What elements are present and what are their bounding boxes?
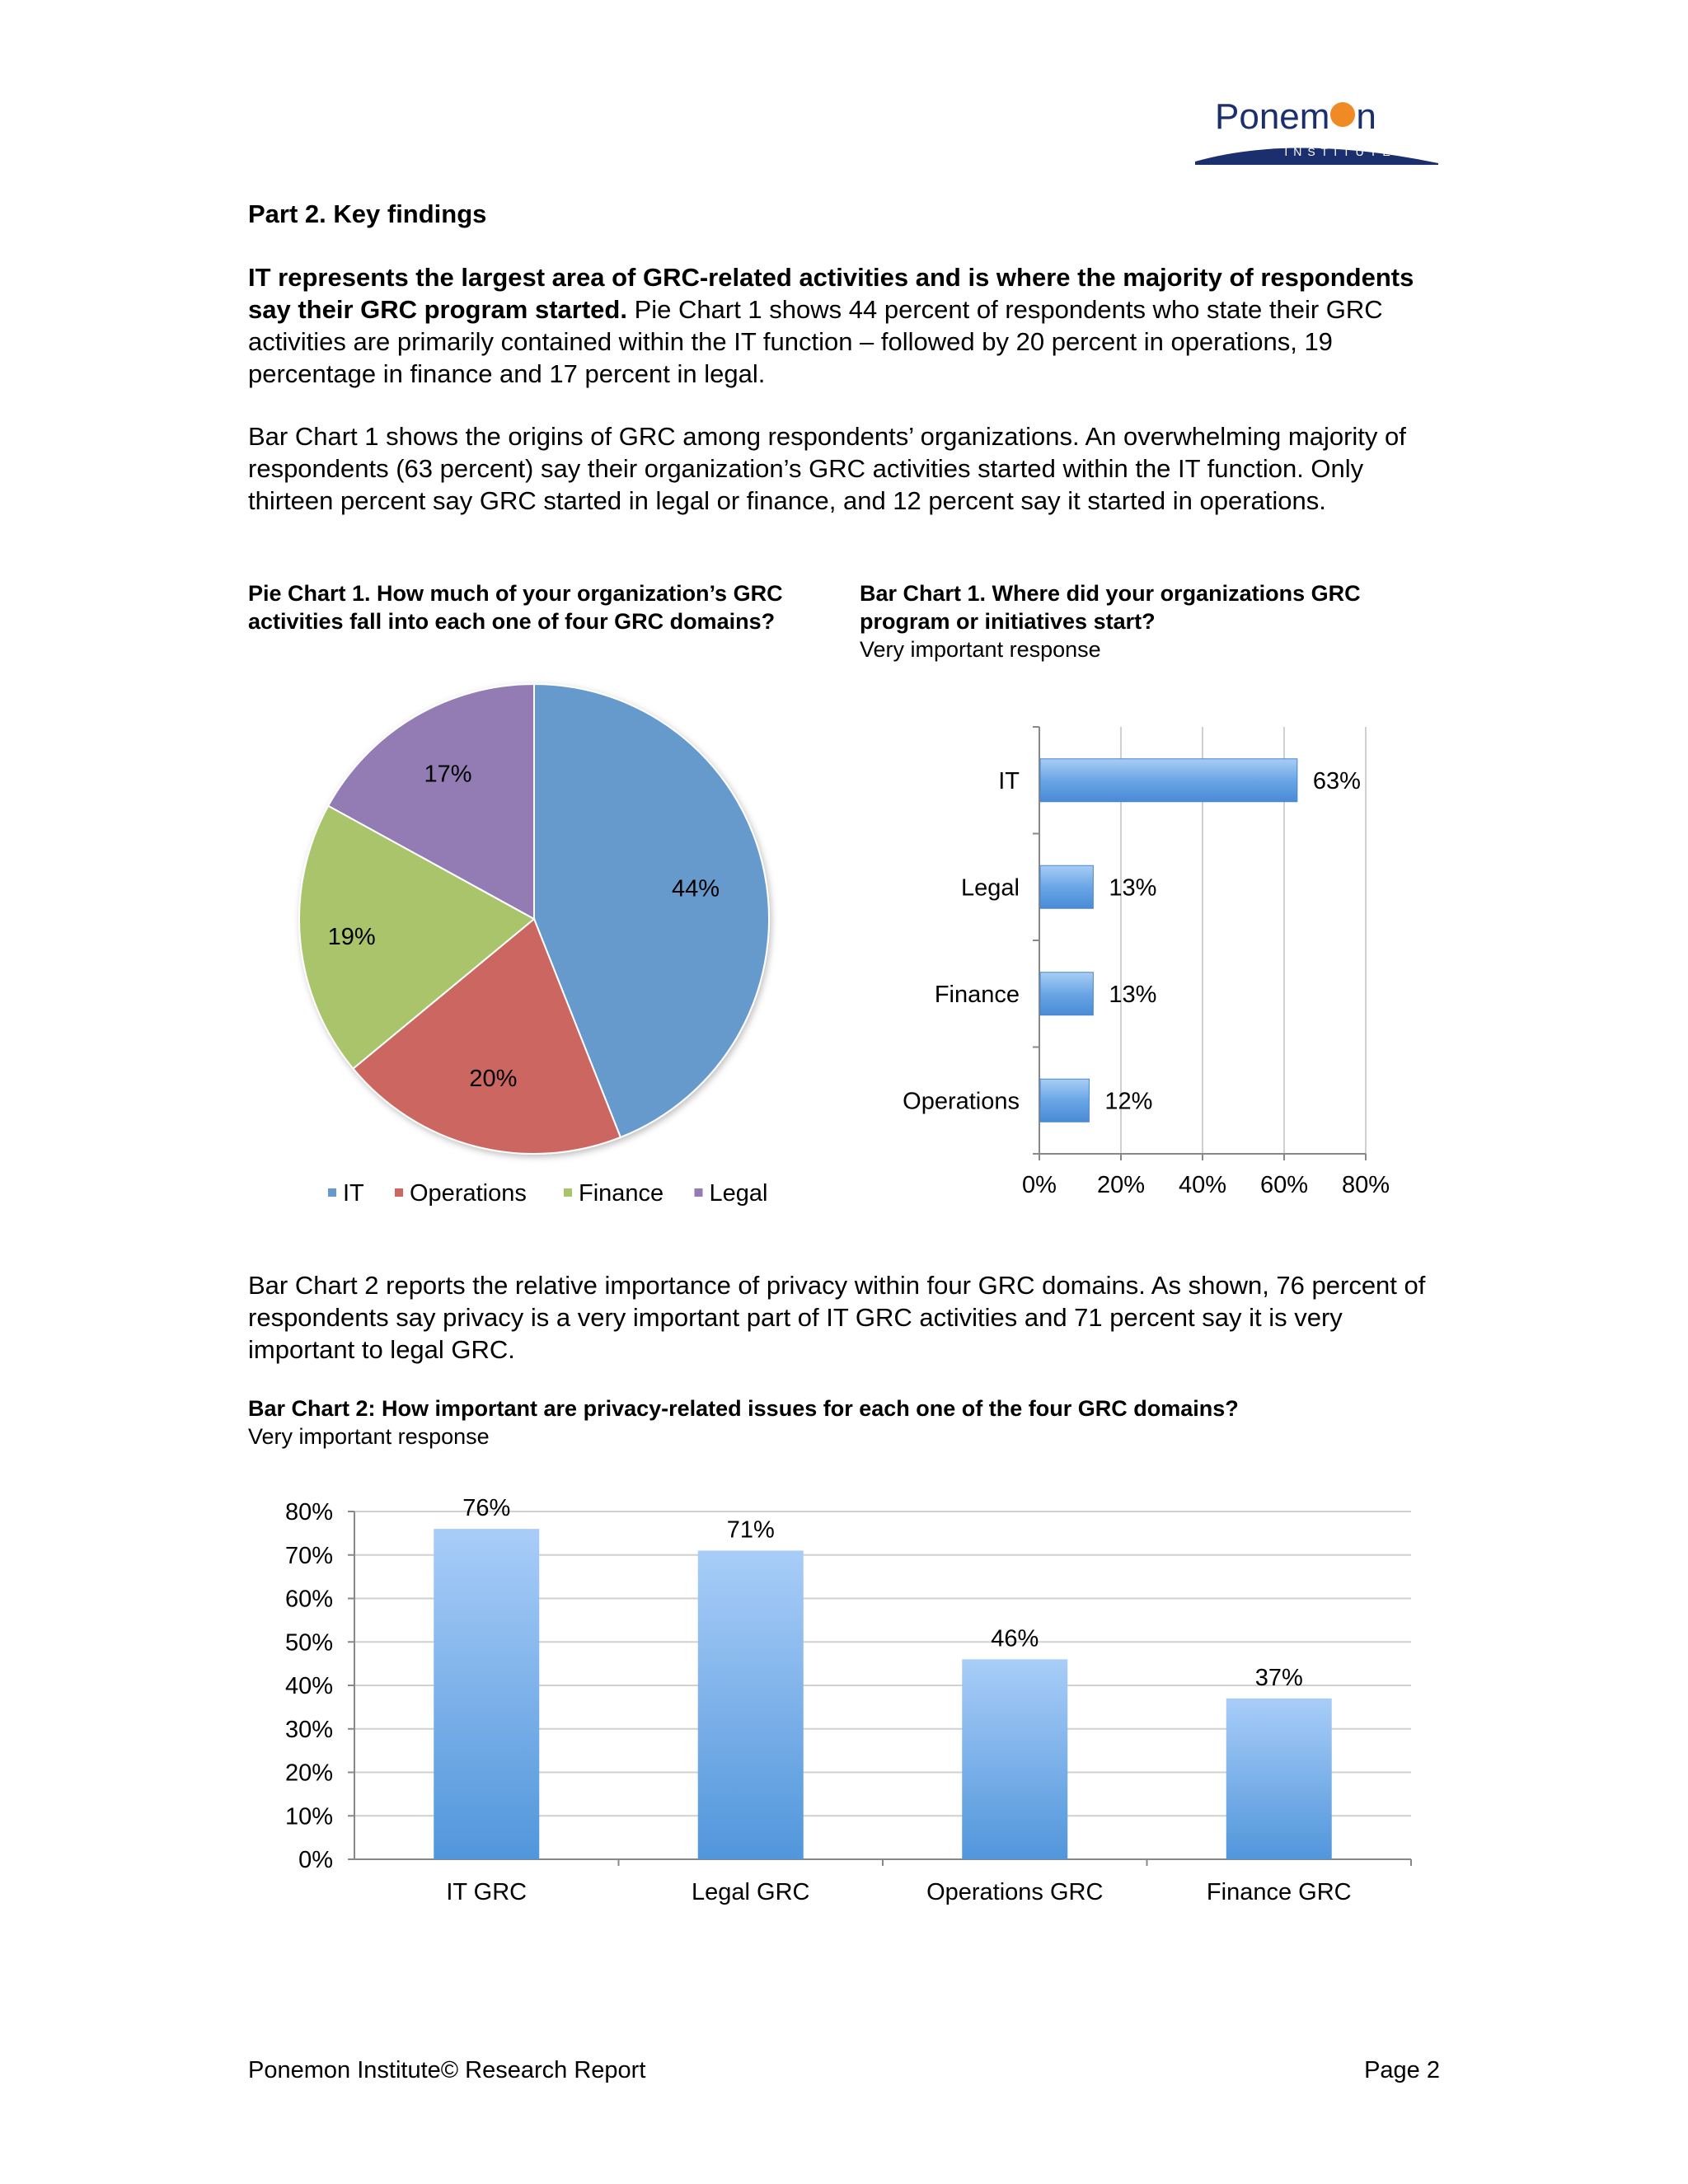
bar-chart-2-y-tick-label: 0% [298, 1847, 333, 1873]
bar-chart-1-value-finance: 13% [1109, 981, 1157, 1008]
footer-report-name: Ponemon Institute© Research Report [248, 2057, 646, 2083]
bar-chart-2-subtitle: Very important response [248, 1424, 490, 1449]
bar-chart-1-x-tick-label: 40% [1178, 1172, 1227, 1198]
bar-chart-1-x-tick-label: 80% [1341, 1172, 1390, 1198]
bar-chart-2-value-operations-grc: 46% [991, 1625, 1039, 1652]
logo-subtitle: INSTITUTE [1284, 145, 1396, 158]
logo-name-start: Ponem [1215, 96, 1330, 137]
bar-chart-1-category-it: IT [998, 767, 1020, 794]
bar-chart-1-category-legal: Legal [961, 874, 1020, 902]
pie-label-finance: 19% [327, 923, 376, 950]
section-heading: Part 2. Key findings [248, 199, 487, 228]
bar-chart-2-y-tick-label: 60% [284, 1586, 333, 1613]
bar-chart-2-bar-it-grc [434, 1529, 539, 1859]
paragraph-1-lead: IT represents the largest area of GRC-related activities and is where the majority of respondents say their GRC program started. [248, 263, 1414, 324]
bar-chart-2-category-operations-grc: Operations GRC [926, 1879, 1104, 1905]
bar-chart-2-y-tick-label: 50% [284, 1629, 333, 1657]
pie-label-it: 44% [671, 875, 720, 902]
bar-chart-2-y-tick-label: 10% [284, 1803, 333, 1830]
pie-chart [272, 668, 808, 1228]
bar-chart-2-category-legal-grc: Legal GRC [692, 1879, 810, 1905]
bar-chart-1-x-tick-label: 0% [1022, 1172, 1057, 1198]
bar-chart-1-x-tick-label: 60% [1259, 1172, 1309, 1198]
bar-chart-1-value-operations: 12% [1104, 1088, 1153, 1115]
bar-chart-1-value-legal: 13% [1109, 874, 1157, 902]
bar-chart-2-y-tick-label: 30% [284, 1716, 333, 1743]
paragraph-1-body: Pie Chart 1 shows 44 percent of respondents who state their GRC activities are primarily contained within the IT function – followed by 20 percent in operations, 19 percentage in finance and 17 percent in legal. [248, 295, 1383, 388]
legend-label-it: IT [343, 1180, 364, 1207]
paragraph-3: Bar Chart 2 reports the relative importance of privacy within four GRC domains. As shown, 76 percent of respondents say privacy is a very important part of IT GRC activities and 71 percent say it is very important to legal GRC. [248, 1271, 1426, 1364]
legend-label-operations: Operations [410, 1180, 527, 1207]
logo-swoosh [1195, 134, 1438, 165]
ponemon-logo [1215, 96, 1376, 138]
bar-chart-1-bar-it [1040, 759, 1297, 802]
bar-chart-2-bar-finance-grc [1226, 1699, 1332, 1859]
bar-chart-1-subtitle: Very important response [860, 637, 1101, 662]
logo-sun-dot [1330, 102, 1355, 127]
bar-chart-2 [272, 1475, 1426, 1937]
bar-chart-2-title-block [248, 1394, 1443, 1451]
bar-chart-2-y-tick-label: 20% [284, 1760, 333, 1787]
legend-label-legal: Legal [709, 1180, 768, 1207]
bar-chart-1-category-finance: Finance [934, 981, 1020, 1008]
legend-label-finance: Finance [579, 1180, 664, 1207]
bar-chart-2-y-tick-label: 40% [284, 1673, 333, 1699]
logo-name-end: n [1356, 96, 1376, 137]
bar-chart-1-bar-operations [1040, 1079, 1089, 1122]
pie-chart-title: Pie Chart 1. How much of your organization’s GRC activities fall into each one of four GRC domains? [248, 581, 783, 634]
bar-chart-2-bar-legal-grc [698, 1550, 804, 1859]
pie-label-operations: 20% [469, 1066, 518, 1093]
bar-chart-1-bar-finance [1040, 972, 1093, 1015]
legend-swatch-legal [695, 1188, 703, 1197]
legend-swatch-it [328, 1188, 336, 1197]
bar-chart-2-category-finance-grc: Finance GRC [1206, 1879, 1352, 1905]
legend-swatch-operations [395, 1188, 403, 1197]
bar-chart-2-y-tick-label: 80% [284, 1499, 333, 1526]
bar-chart-1-bar-legal [1040, 865, 1093, 908]
bar-chart-2-value-legal-grc: 71% [726, 1516, 775, 1544]
bar-chart-1-value-it: 63% [1312, 767, 1361, 794]
legend-swatch-finance [564, 1188, 572, 1197]
bar-chart-2-value-finance-grc: 37% [1254, 1664, 1303, 1691]
paragraph-1 [248, 261, 1443, 390]
bar-chart-2-y-tick-label: 70% [284, 1542, 333, 1569]
pie-label-legal: 17% [424, 761, 472, 788]
bar-chart-1-title: Bar Chart 1. Where did your organizations GRC program or initiatives start? [860, 581, 1361, 634]
bar-chart-2-bar-operations-grc [962, 1659, 1067, 1859]
bar-chart-1-x-tick-label: 20% [1096, 1172, 1146, 1198]
bar-chart-2-category-it-grc: IT GRC [446, 1879, 528, 1905]
paragraph-2: Bar Chart 1 shows the origins of GRC among respondents’ organizations. An overwhelming majority of respondents (63 percent) say their organization’s GRC activities started within the IT function. Only thirteen percent say GRC started in legal or finance, and 12 percent say it started in operations. [248, 422, 1406, 515]
bar-chart-1-title-block [860, 579, 1437, 663]
footer-page-number: Page 2 [1364, 2057, 1440, 2083]
bar-chart-2-title: Bar Chart 2: How important are privacy-related issues for each one of the four GRC domains? [248, 1396, 1239, 1421]
bar-chart-2-value-it-grc: 76% [462, 1495, 511, 1522]
bar-chart-1-category-operations: Operations [903, 1088, 1020, 1115]
bar-chart-1 [860, 692, 1437, 1220]
